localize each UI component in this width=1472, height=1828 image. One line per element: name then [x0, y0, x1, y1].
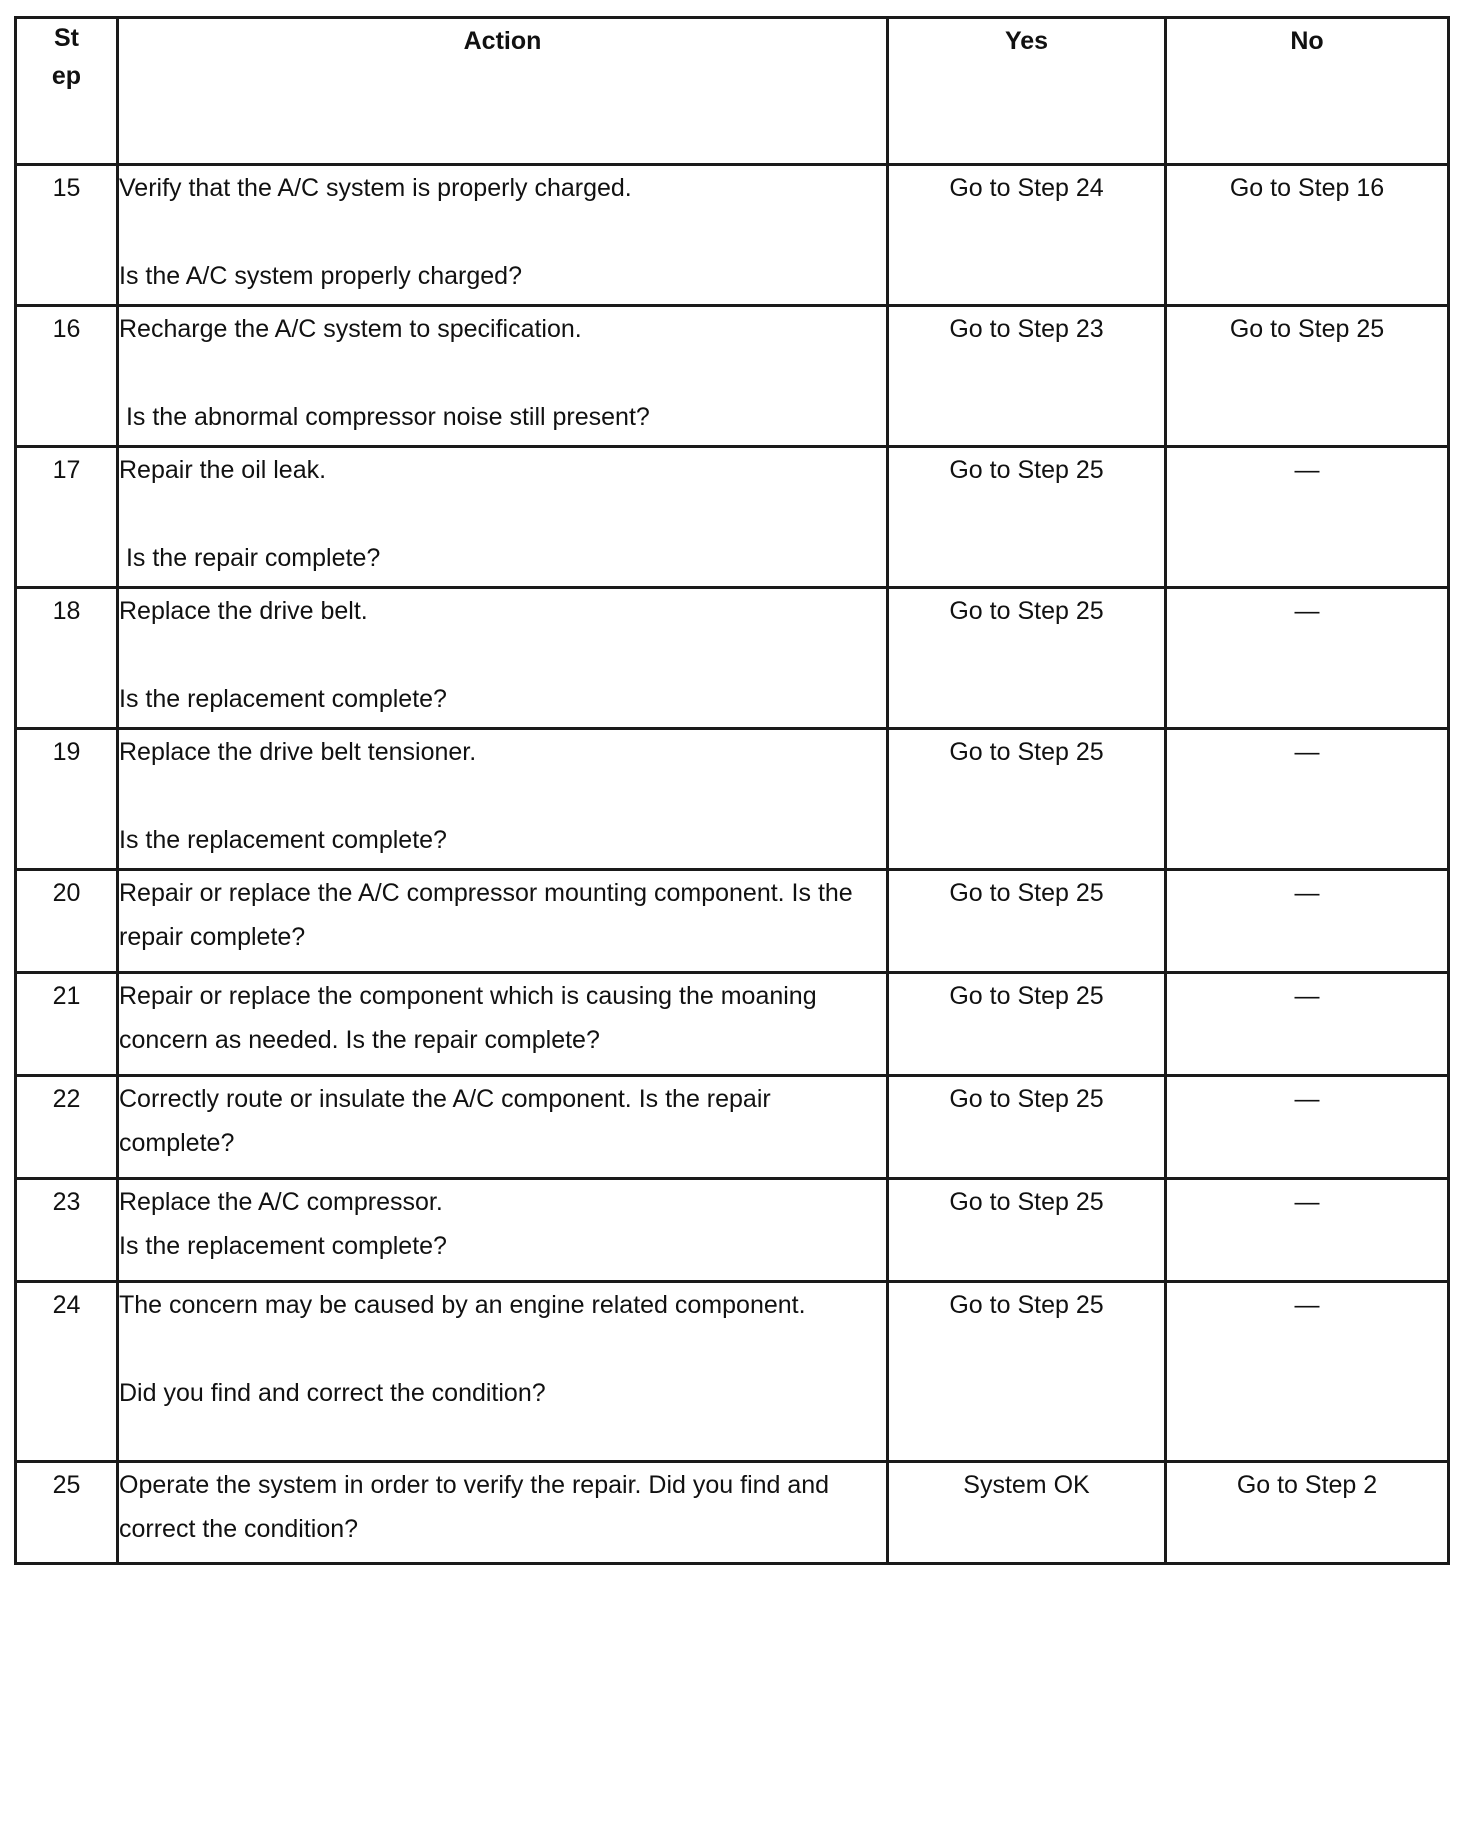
no-result: — — [1166, 870, 1449, 973]
step-number: 25 — [16, 1462, 118, 1564]
step-number: 24 — [16, 1282, 118, 1462]
no-result: — — [1166, 1179, 1449, 1282]
table-row — [16, 729, 1449, 870]
step-action — [118, 870, 888, 973]
header-action: Action — [118, 18, 888, 165]
yes-result: Go to Step 25 — [888, 729, 1166, 870]
action-text: Repair or replace the component which is causing the moaning concern as needed. Is the repair complete? — [119, 982, 824, 1054]
table-row — [16, 870, 1449, 973]
table-row — [16, 973, 1449, 1076]
action-text: Repair or replace the A/C compressor mounting component. Is the repair complete? — [119, 879, 860, 951]
no-result: — — [1166, 1282, 1449, 1462]
yes-result: Go to Step 25 — [888, 1282, 1166, 1462]
yes-result: System OK — [888, 1462, 1166, 1564]
step-number: 21 — [16, 973, 118, 1076]
table-row — [16, 306, 1449, 447]
step-number: 19 — [16, 729, 118, 870]
step-number: 20 — [16, 870, 118, 973]
no-result: Go to Step 2 — [1166, 1462, 1449, 1564]
action-text: Verify that the A/C system is properly charged. — [119, 174, 632, 202]
action-question: Is the replacement complete? — [119, 685, 447, 713]
no-result: — — [1166, 973, 1449, 1076]
no-result: — — [1166, 729, 1449, 870]
action-text: Recharge the A/C system to specification. — [119, 315, 582, 343]
yes-result: Go to Step 25 — [888, 870, 1166, 973]
yes-result: Go to Step 23 — [888, 306, 1166, 447]
action-question: Is the abnormal compressor noise still present? — [119, 403, 650, 431]
action-question: Is the replacement complete? — [119, 1232, 447, 1260]
table-row — [16, 1462, 1449, 1564]
header-yes: Yes — [888, 18, 1166, 165]
step-action — [118, 1076, 888, 1179]
no-result: — — [1166, 588, 1449, 729]
yes-result: Go to Step 25 — [888, 1076, 1166, 1179]
step-number: 16 — [16, 306, 118, 447]
action-question: Is the replacement complete? — [119, 826, 447, 854]
step-action — [118, 1462, 888, 1564]
step-action — [118, 588, 888, 729]
action-text: Replace the A/C compressor. — [119, 1188, 443, 1216]
step-action — [118, 165, 888, 306]
step-number: 22 — [16, 1076, 118, 1179]
action-text: Operate the system in order to verify the repair. Did you find and correct the condition? — [119, 1471, 837, 1543]
no-result: — — [1166, 447, 1449, 588]
table-row — [16, 165, 1449, 306]
no-result: Go to Step 16 — [1166, 165, 1449, 306]
yes-result: Go to Step 25 — [888, 973, 1166, 1076]
action-text: Replace the drive belt tensioner. — [119, 738, 477, 766]
action-question: Is the repair complete? — [119, 544, 381, 572]
table-row — [16, 1282, 1449, 1462]
action-text: The concern may be caused by an engine related component. — [119, 1291, 806, 1319]
table-row — [16, 1179, 1449, 1282]
yes-result: Go to Step 25 — [888, 1179, 1166, 1282]
header-step: St ep — [16, 18, 118, 165]
step-action — [118, 1282, 888, 1462]
yes-result: Go to Step 25 — [888, 447, 1166, 588]
no-result: Go to Step 25 — [1166, 306, 1449, 447]
step-action — [118, 729, 888, 870]
step-number: 15 — [16, 165, 118, 306]
step-action — [118, 306, 888, 447]
yes-result: Go to Step 24 — [888, 165, 1166, 306]
header-no: No — [1166, 18, 1449, 165]
table-row — [16, 588, 1449, 729]
action-text: Repair the oil leak. — [119, 456, 327, 484]
diagnostic-steps-table — [14, 16, 1450, 1565]
table-row — [16, 447, 1449, 588]
step-number: 17 — [16, 447, 118, 588]
action-text: Replace the drive belt. — [119, 597, 368, 625]
step-action — [118, 973, 888, 1076]
yes-result: Go to Step 25 — [888, 588, 1166, 729]
step-number: 18 — [16, 588, 118, 729]
action-question: Did you find and correct the condition? — [119, 1379, 546, 1407]
step-action — [118, 1179, 888, 1282]
table-header-row — [16, 18, 1449, 165]
step-number: 23 — [16, 1179, 118, 1282]
step-action — [118, 447, 888, 588]
action-question: Is the A/C system properly charged? — [119, 262, 522, 290]
no-result: — — [1166, 1076, 1449, 1179]
action-text: Correctly route or insulate the A/C component. Is the repair complete? — [119, 1085, 778, 1157]
table-row — [16, 1076, 1449, 1179]
